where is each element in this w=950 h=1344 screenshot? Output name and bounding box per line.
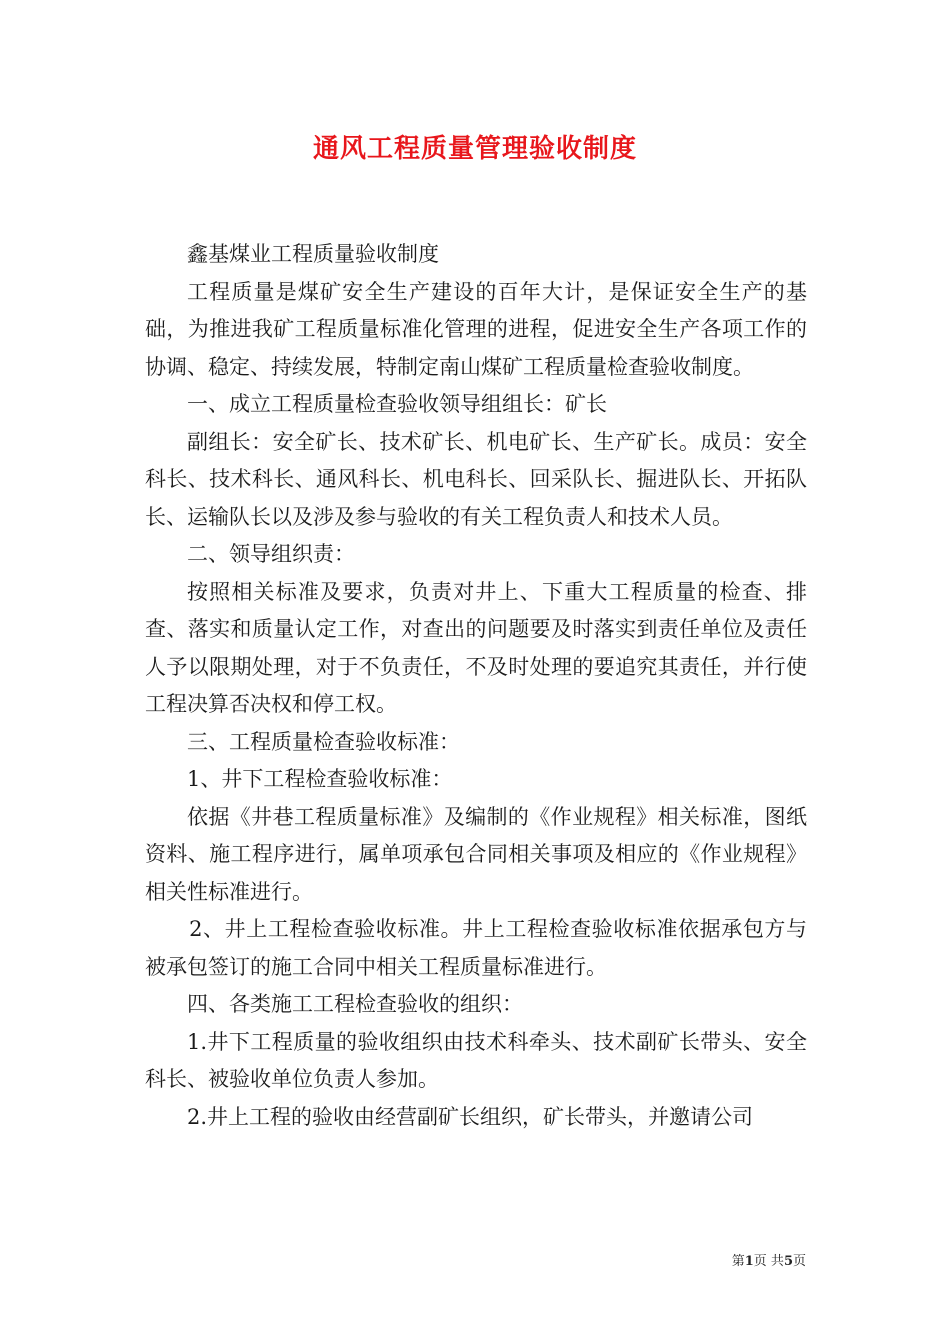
- paragraph-underground-standard: 1、井下工程检查验收标准：: [187, 767, 453, 791]
- total-pages-number: 5: [783, 1254, 793, 1269]
- current-page-number: 1: [744, 1254, 754, 1269]
- paragraph-duties: 按照相关标准及要求，负责对井上、下重大工程质量的检查、排查、落实和质量认定工作，对查出的问题要及时落实到责任单位及责任人予以限期处理，对于不负责任，不及时处理的要追究其责任，并行使工程决算否决权和停工权。: [145, 579, 807, 716]
- paragraph-underground-basis: 依据《井巷工程质量标准》及编制的《作业规程》相关标准，图纸资料、施工程序进行，属单项承包合同相关事项及相应的《作业规程》相关性标准进行。: [145, 804, 807, 904]
- footer-middle: 页 共: [753, 1254, 784, 1269]
- paragraph-underground-organization: 1.井下工程质量的验收组织由技术科牵头、技术副矿长带头、安全科长、被验收单位负责人参加。: [145, 1029, 807, 1091]
- page-footer: [732, 1250, 806, 1269]
- paragraph-section-4: 四、各类施工工程检查验收的组织：: [187, 992, 523, 1016]
- paragraph-section-1: 一、成立工程质量检查验收领导组组长：矿长: [187, 392, 607, 416]
- paragraph-section-3: 三、工程质量检查验收标准：: [187, 729, 460, 754]
- footer-prefix: 第: [731, 1254, 745, 1269]
- paragraph-surface-standard: 2、井上工程检查验收标准。井上工程检查验收标准依据承包方与被承包签订的施工合同中相关工程质量标准进行。: [145, 917, 807, 979]
- footer-suffix: 页: [792, 1254, 806, 1269]
- paragraph-section-2: 二、领导组织责：: [187, 542, 355, 566]
- paragraph-intro: 工程质量是煤矿安全生产建设的百年大计，是保证安全生产的基础，为推进我矿工程质量标准化管理的进程，促进安全生产各项工作的协调、稳定、持续发展，特制定南山煤矿工程质量检查验收制度。: [145, 279, 807, 379]
- paragraph-subtitle: 鑫基煤业工程质量验收制度: [187, 242, 439, 266]
- document-body: [145, 236, 807, 1136]
- paragraph-members: 副组长：安全矿长、技术矿长、机电矿长、生产矿长。成员：安全科长、技术科长、通风科长、机电科长、回采队长、掘进队长、开拓队长、运输队长以及涉及参与验收的有关工程负责人和技术人员。: [145, 429, 807, 529]
- document-title: 通风工程质量管理验收制度: [312, 134, 637, 164]
- paragraph-surface-organization: 2.井上工程的验收由经营副矿长组织，矿长带头，并邀请公司: [187, 1104, 754, 1129]
